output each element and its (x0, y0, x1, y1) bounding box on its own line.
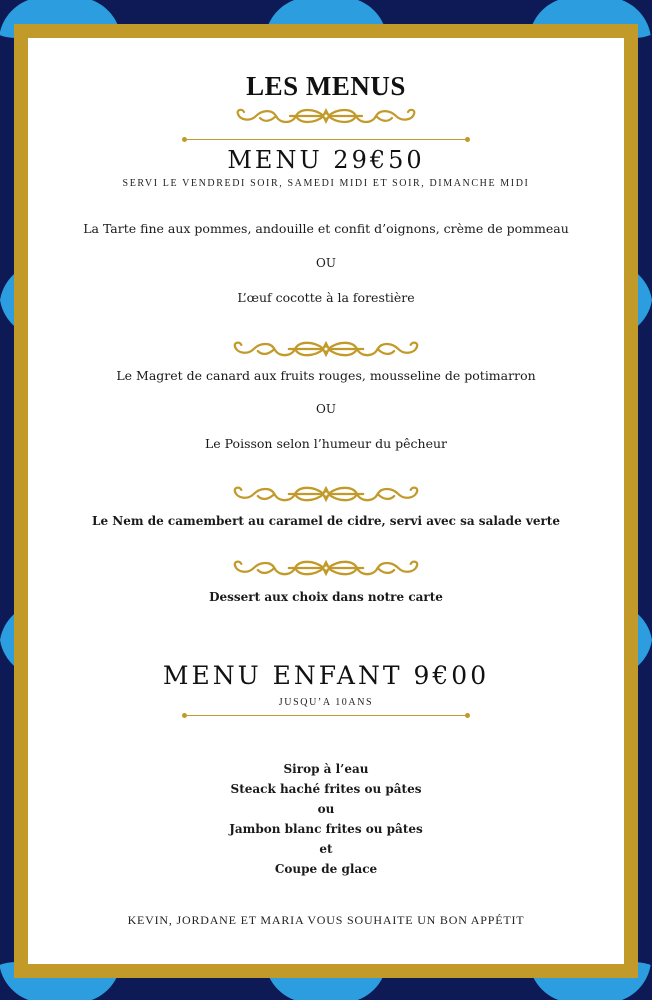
menu-card (28, 38, 624, 964)
dessert: Dessert aux choix dans notre carte (209, 590, 443, 604)
enfant-rule (184, 715, 468, 716)
starter-or: OU (316, 256, 336, 270)
gold-frame (14, 24, 638, 978)
ornament-divider-icon (231, 482, 421, 506)
ornament-divider-icon (234, 106, 418, 126)
menu-enfant-subtitle: JUSQU’A 10ANS (278, 697, 374, 708)
footer-message: KEVIN, JORDANE ET MARIA VOUS SOUHAITE UN BON APPÉTIT (127, 913, 525, 927)
main-or: OU (316, 402, 336, 416)
cheese-course: Le Nem de camembert au caramel de cidre, servi avec sa salade verte (92, 514, 560, 528)
menu-29-subtitle: SERVI LE VENDREDI SOIR, SAMEDI MIDI ET SOIR, DIMANCHE MIDI (122, 178, 530, 189)
main-1: Le Magret de canard aux fruits rouges, mousseline de potimarron (116, 368, 536, 383)
kids-item: et (319, 842, 333, 856)
ornament-divider-icon (231, 556, 421, 580)
kids-item: Steack haché frites ou pâtes (230, 782, 422, 796)
kids-item: Sirop à l’eau (283, 762, 369, 776)
menu-29-title: MENU 29€50 (227, 146, 425, 174)
menu-enfant-title: MENU ENFANT 9€00 (162, 661, 490, 690)
kids-item: ou (317, 802, 335, 816)
title-rule (184, 139, 468, 140)
ornament-divider-icon (231, 337, 421, 361)
page-title: LES MENUS (246, 71, 406, 101)
kids-item: Jambon blanc frites ou pâtes (229, 822, 423, 836)
main-2: Le Poisson selon l’humeur du pêcheur (204, 436, 448, 451)
starter-2: L’œuf cocotte à la forestière (237, 290, 415, 305)
kids-item: Coupe de glace (274, 862, 378, 876)
starter-1: La Tarte fine aux pommes, andouille et confit d’oignons, crème de pommeau (83, 221, 569, 236)
